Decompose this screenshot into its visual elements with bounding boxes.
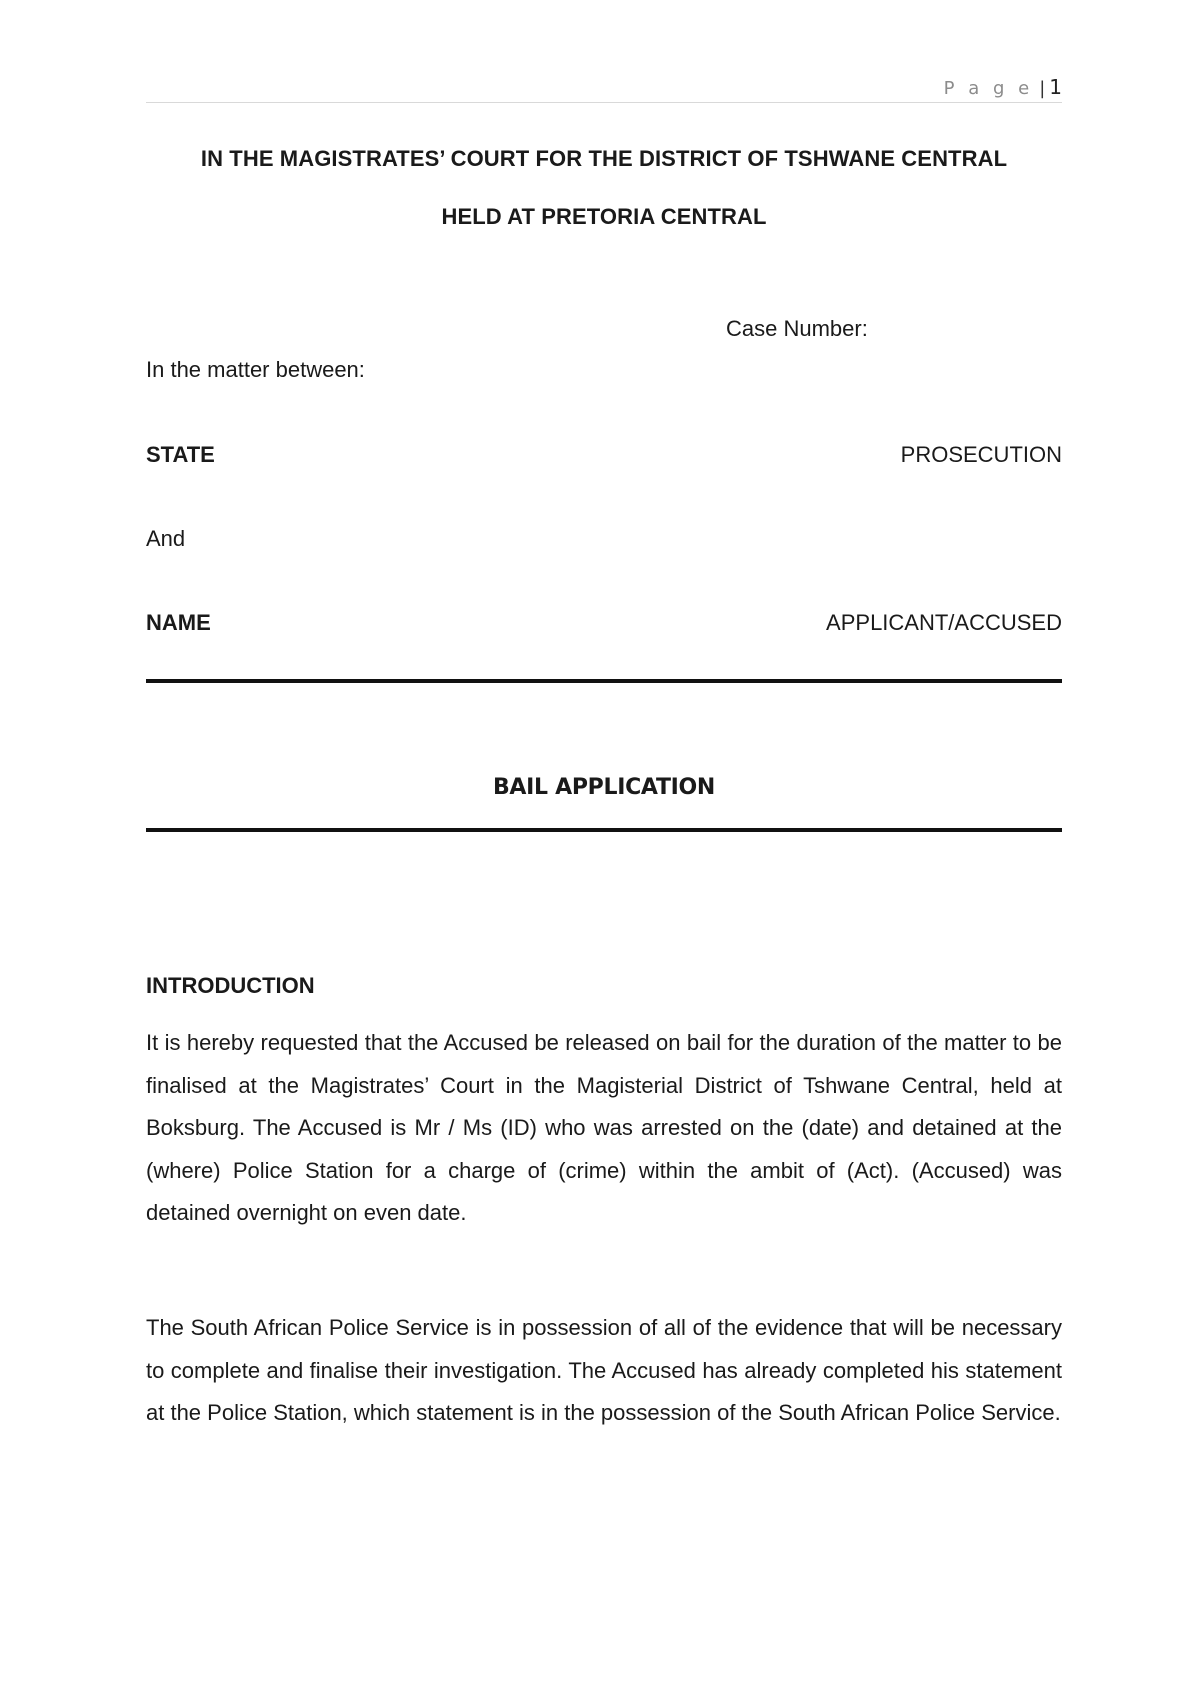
- party-name-state: STATE: [146, 442, 215, 467]
- party-role-applicant: APPLICANT/ACCUSED: [826, 610, 1062, 635]
- page-number-label: [944, 75, 1062, 99]
- introduction-paragraph-1: It is hereby requested that the Accused be released on bail for the duration of the matter to be finalised at the Magistrates’ Court in the Magisterial District of Tshwane Central, held at Boksburg. The Accused is Mr / Ms (ID) who was arrested on the (date) and detained at the (where) Police Station for a charge of (crime) within the ambit of (Act). (Accused) was detained overnight on even date.: [146, 1030, 1062, 1225]
- matter-between-label: In the matter between:: [146, 357, 365, 382]
- page-number: 1: [1049, 75, 1062, 99]
- court-title: IN THE MAGISTRATES’ COURT FOR THE DISTRICT OF TSHWANE CENTRAL: [200, 146, 1008, 171]
- page-separator: |: [1039, 78, 1046, 99]
- conjunction-and: And: [146, 526, 186, 551]
- party-row-accused: [146, 610, 1062, 640]
- section-heading-introduction: INTRODUCTION: [146, 973, 315, 998]
- page-label: P a g e: [943, 78, 1034, 99]
- introduction-paragraph-2: The South African Police Service is in possession of all of the evidence that will be necessary to complete and finalise their investigation. The Accused has already completed his statement at the Police Station, which statement is in the possession of the South African Police Service.: [146, 1315, 1062, 1425]
- document-title: BAIL APPLICATION: [492, 775, 716, 800]
- title-rule-bottom: [146, 828, 1062, 832]
- court-location: HELD AT PRETORIA CENTRAL: [441, 204, 767, 229]
- title-rule-top: [146, 679, 1062, 683]
- party-name-accused: NAME: [146, 610, 211, 635]
- page-header: [146, 70, 1062, 103]
- party-role-prosecution: PROSECUTION: [900, 442, 1062, 467]
- party-row-state: [146, 442, 1062, 472]
- case-number-label: Case Number:: [726, 316, 868, 341]
